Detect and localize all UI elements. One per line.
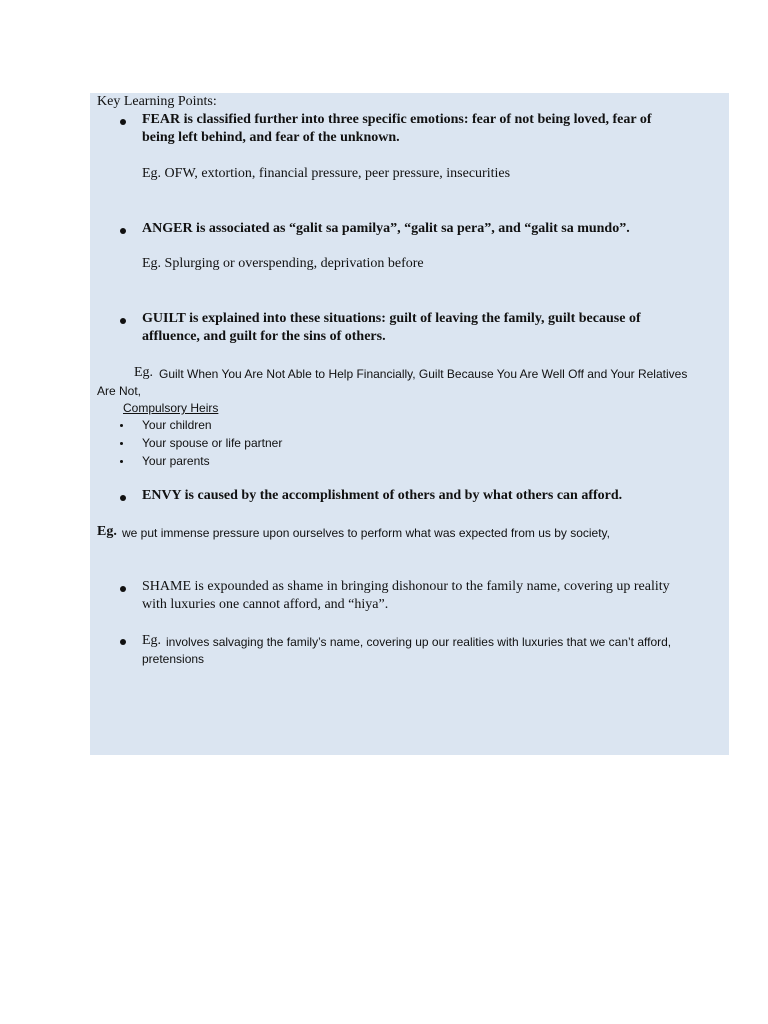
guilt-example-prefix: Eg. [134,365,154,380]
heir-item-3: Your parents [142,454,210,468]
bullet-heir-1 [120,424,123,427]
shame-line-1: SHAME is expounded as shame in bringing dishonour to the family name, covering up reality [142,579,670,594]
bullet-shame-example [120,639,126,645]
fear-line-1: FEAR is classified further into three specific emotions: fear of not being loved, fear of [142,112,652,127]
guilt-line-1: GUILT is explained into these situations: guilt of leaving the family, guilt because of [142,311,641,326]
envy-line-1: ENVY is caused by the accomplishment of others and by what others can afford. [142,488,623,503]
guilt-line-2: affluence, and guilt for the sins of others. [142,329,386,344]
bullet-envy [120,495,126,501]
guilt-example-line-2: Are Not, [97,384,142,398]
compulsory-heirs-title: Compulsory Heirs [123,401,219,415]
shame-line-2: with luxuries one cannot afford, and “hiya”. [142,597,389,612]
bullet-guilt [120,318,126,324]
bullet-fear [120,119,126,125]
envy-example: we put immense pressure upon ourselves to perform what was expected from us by society, [122,526,610,540]
heir-item-1: Your children [142,418,212,432]
shame-example-line-1: involves salvaging the family’s name, covering up our realities with luxuries that we can’t afford, [166,635,672,649]
section-heading: Key Learning Points: [97,94,217,109]
heir-item-2: Your spouse or life partner [142,436,283,450]
bullet-shame [120,586,126,592]
fear-line-2: being left behind, and fear of the unknown. [142,130,400,145]
bullet-anger [120,228,126,234]
bullet-heir-2 [120,442,123,445]
guilt-example-line-1: Guilt When You Are Not Able to Help Financially, Guilt Because You Are Well Off and Your Relatives [159,367,688,381]
shame-example-line-2: pretensions [142,652,205,666]
anger-example: Eg. Splurging or overspending, deprivation before [142,256,424,271]
bullet-heir-3 [120,460,123,463]
envy-example-prefix: Eg. [97,524,117,539]
shame-example-prefix: Eg. [142,633,162,648]
fear-example: Eg. OFW, extortion, financial pressure, peer pressure, insecurities [142,166,511,181]
anger-line-1: ANGER is associated as “galit sa pamilya”, “galit sa pera”, and “galit sa mundo”. [142,221,630,236]
